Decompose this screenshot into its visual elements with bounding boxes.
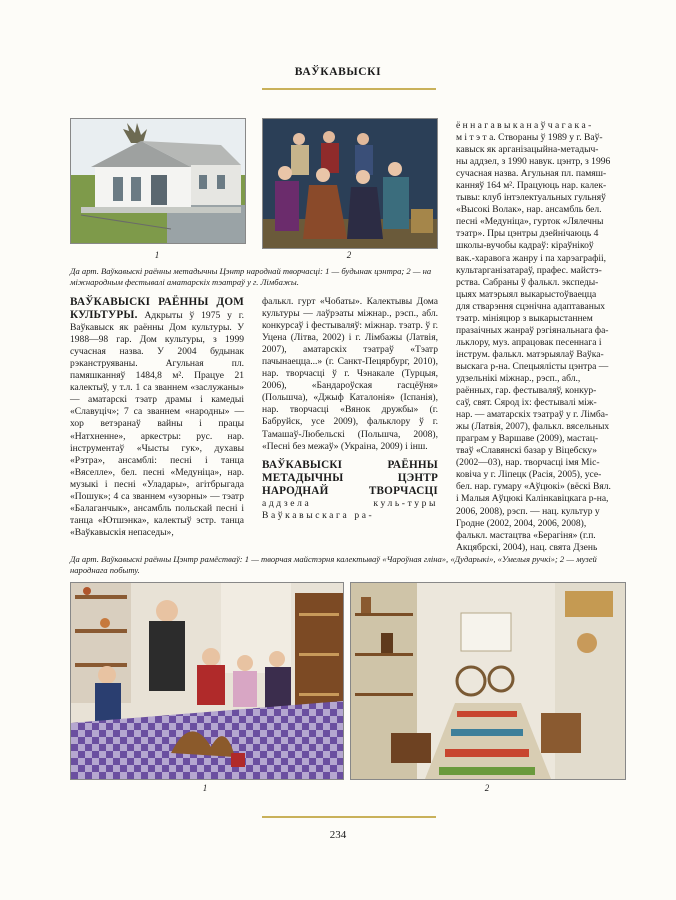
photo-building <box>70 118 246 244</box>
text-line: цыях матэрыял выкарыстоўваецца <box>456 288 597 300</box>
figure-number: 2 <box>484 783 490 793</box>
article-heading: ВАЎКАВЫСКІ РАЁННЫ МЕТАДЫЧНЫ ЦЭНТР НАРОДНАЙ ТВОРЧАСЦІ <box>262 458 438 497</box>
text-line: вак.-харавога жанру і па харэаграфіі, <box>456 252 607 264</box>
text-line: фалькл. мастацтва «Берагіня» (г.п. <box>456 529 596 541</box>
photo-theatre-group <box>262 118 438 249</box>
figure-caption-top: Да арт. Ваўкавыскі раённы метадычны Цэнтр народнай творчасці: 1 — будынак цэнтра; 2 — на міжнародным фестывалі аматарскіх тэатраў у г. Лімбажы. <box>70 266 432 287</box>
text-line: Акцябрскі, 2004), нац. свята Дзень <box>456 541 598 553</box>
text-line: сучасная назва. Агульная пл. памяш- <box>456 168 607 180</box>
figure-number: 2 <box>346 250 352 260</box>
page-number: 234 <box>329 829 347 841</box>
header-rule <box>262 88 436 90</box>
text-line: тэатр. мініяцюр з выкарыстаннем <box>456 312 593 324</box>
text-line: ё н н а г а в ы к а н а ў ч а г а к а - <box>456 120 592 131</box>
text-line: для стварэння сцэнічна адаптаваных <box>456 300 606 312</box>
text-line: удзельнікі міжнар., рэсп., абл., <box>456 372 581 384</box>
text-line: школы-вучобы кадраў: кіраўнікоў <box>456 240 594 252</box>
text-line: песні «Медуніца», гурток «Лялечны <box>456 216 604 228</box>
text-line: саў, свят. Сярод іх: фестывалі між- <box>456 397 597 409</box>
text-line: тывы: клуб інтэлектуальных гульняў <box>456 192 606 204</box>
text-line: м і т э т а. Створаны ў 1989 у г. Ваў- <box>456 132 603 144</box>
text-line: (2002—03), нар. творчасці імя Міс- <box>456 457 600 469</box>
column-2-text <box>262 296 438 522</box>
figure-number: 1 <box>202 783 208 793</box>
text-line: рства. Сабраны ў фалькл. экспеды- <box>456 276 599 288</box>
photo-craft-workshop <box>70 582 344 780</box>
text-line: культарганізатараў, прафес. майстэ- <box>456 264 602 276</box>
text-line: жы (Латвія, 2007), фалькл. вясельных <box>456 421 610 433</box>
text-line: і Малыя Аўцюкі Калінкавіцкага р-на, <box>456 493 609 505</box>
text-line: 2006, 2008), рэсп. — нац. культур у <box>456 505 600 517</box>
right-column-text <box>456 120 632 554</box>
article-heading: ВАЎКАВЫСКІ РАЁННЫ ДОМ КУЛЬТУРЫ. <box>70 296 244 322</box>
article-body: аддзела куль-туры Ваўкавыскага ра- <box>262 497 438 521</box>
article-body: фалькл. гурт «Чобаты». Калектывы Дома культуры — лаўрэаты міжнар., рэсп., абл. конкурсаў і фестываляў: міжнар. тэатр. ў г. Уцена (Літва, 2002) і г. Лімбажы (Латвія, 2007), аматарскіх тэатраў «Тэатр пачынаецца...» (г. Санкт-Пецярбург, 2010), нар. творчасці ў г. Чэнакале (Турцыя, 2006), «Бандароўская гасцёўня» (Польшча), «Джыф Каталонія» (Іспанія), нар. творчасці «Вянок дружбы» (г. Бабруйск, усе 2009), фальклору ў г. Тамашаў-Любельскі (Польшча, 2008), «Песні без межаў» (Украіна, 2009) і інш. <box>262 296 438 452</box>
article-body: Адкрыты ў 1975 у г. Ваўкавыск як раённы Дом культуры. У 1988—98 гар. Дом культуры, з 1999 сучасная назва. У 2004 будынак рэканструяваны. Агульная пл. памяшканняў 1484,8 м². Працуе 21 калектыў, у т.л. 1 са званнем «заслужаны» — аматарскі тэатр драмы і камедыі «Славуціч»; 7 са званнем «народны» — хор ветэранаў вайны і працы «Натхненне», аркестры: рус. нар. інструментаў «Чысты гук», духавы «Рэтра», ансамблі: песні і танца «Вяселле», бел. песні «Медуніца», нар. музыкі і песні «Уладары», агітбрыгада «Пошук»; 4 са званнем «узорны» — тэатр «Балаганчык», ансамбль польскай песні і танца «Ютшэнка», калектыў эстр. танца «Ваўкавыскія непаседы», <box>70 310 244 538</box>
text-line: льклору, муз. апрацовак песеннага і <box>456 336 602 348</box>
text-line: тэатр». Пры цэнтры дзейнічаюць 4 <box>456 228 599 240</box>
text-line: празаічных жанраў рэгіянальнага фа- <box>456 324 609 336</box>
text-line: ковіча у г. Ліпецк (Расія, 2005), усе- <box>456 469 602 481</box>
figure-caption-bottom: Да арт. Ваўкавыскі раённы Цэнтр рамёстваў: 1 — творчая майстэрня калектываў «Чароўная гліна», «Дударыкі», «Умелыя ручкі»; 2 — музей народнага побыту. <box>70 554 597 575</box>
text-line: Гродне (2002, 2004, 2006, 2008), <box>456 517 587 529</box>
figure-number: 1 <box>154 250 160 260</box>
footer-rule <box>262 816 436 818</box>
text-line: канняў 164 м². Працуюць нар. калек- <box>456 180 607 192</box>
photo-folk-museum <box>350 582 626 780</box>
text-line: «Высокі Волак», нар. ансамбль бел. <box>456 204 602 216</box>
text-line: раённых, гар. фестываляў, конкур- <box>456 385 597 397</box>
text-line: праграм у Варшаве (2009), мастац- <box>456 433 599 445</box>
column-1-text <box>70 296 244 539</box>
text-line: тваў «Славянскі базар у Віцебску» <box>456 445 598 457</box>
text-line: інструм. фалькл. матэрыялаў Ваўка- <box>456 348 604 360</box>
text-line: выскага р-на. Спецыялісты цэнтра — <box>456 360 609 372</box>
text-line: кавыск як арганізацыйна-метадыч- <box>456 144 599 156</box>
running-header: ВАЎКАВЫСКІ <box>294 66 382 78</box>
text-line: бел. нар. гумару «Аўцюкі» (вёскі Вял. <box>456 481 611 493</box>
text-line: ны аддзел, з 1990 навук. цэнтр, з 1996 <box>456 156 611 168</box>
text-line: нар. — аматарскіх тэатраў у г. Лімба- <box>456 409 609 421</box>
